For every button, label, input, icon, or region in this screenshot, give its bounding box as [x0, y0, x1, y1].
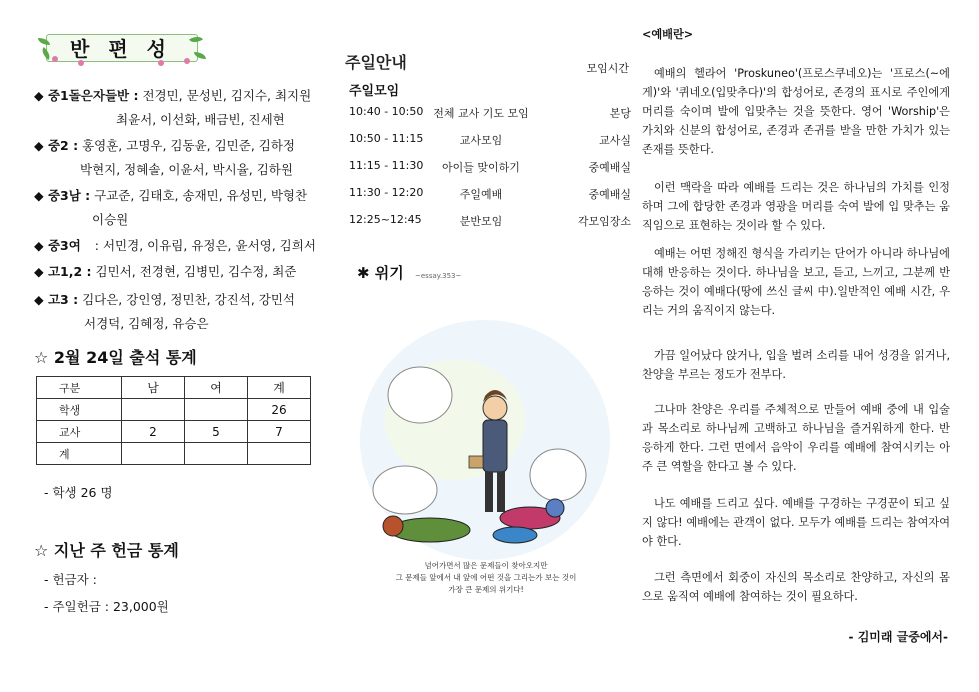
schedule-row: [349, 186, 631, 206]
schedule-event: 분반모임: [459, 215, 503, 228]
lying-figure-head: [546, 499, 564, 517]
lying-figure-head: [383, 516, 403, 536]
essay-paragraph: 이런 맥락을 따라 예배를 드리는 것은 하나님의 가치를 인정하며 그에 합당한 존경과 영광을 머리를 숙여 발에 입 맞추는 움직임으로 표현하는 것이라 할 수 있다.: [642, 181, 950, 232]
class-members: 김민서, 전경현, 김병민, 김수정, 최준: [95, 264, 297, 279]
class-members-cont: 박현지, 정혜솔, 이윤서, 박시율, 김하원: [80, 162, 293, 177]
schedule-time: 11:15 - 11:30: [349, 159, 424, 172]
table-cell: 26: [248, 399, 311, 421]
attendance-note: - 학생 26 명: [44, 485, 113, 500]
sunday-meeting-subtitle: 주일모임: [349, 84, 400, 99]
schedule-event: 전체 교사 기도 모임: [433, 107, 529, 120]
speech-bubble: [530, 449, 586, 501]
schedule-time: 11:30 - 12:20: [349, 186, 424, 199]
class-members: 구교준, 김태호, 송재민, 유성민, 박형찬: [94, 188, 308, 203]
offering-title: ☆ 지난 주 헌금 통계: [34, 541, 179, 560]
sunday-info-title: 주일안내: [345, 53, 407, 72]
table-cell: [122, 443, 185, 465]
table-row: [37, 421, 311, 443]
class-members-cont: 이승원: [92, 212, 129, 227]
schedule-event: 주일예배: [459, 188, 503, 201]
class-label: ◆ 중1돌은자들반 :: [34, 88, 139, 103]
table-row: [37, 399, 311, 421]
class-members: 전경민, 문성빈, 김지수, 최지원: [142, 88, 312, 103]
illustration-tag: ~essay.353~: [415, 272, 462, 280]
schedule-time: 12:25~12:45: [349, 213, 422, 226]
speech-bubble: [388, 367, 452, 423]
class-group: [34, 288, 295, 336]
lying-figure: [493, 527, 537, 543]
table-row: [37, 443, 311, 465]
class-assignment-banner: [38, 30, 204, 66]
class-group: [34, 134, 295, 182]
class-members: 홍영훈, 고명우, 김동윤, 김민준, 김하정: [82, 138, 295, 153]
illustration-caption: 가장 큰 문제의 위기다!: [448, 585, 524, 594]
figure-leg: [485, 472, 493, 512]
schedule-row: [349, 132, 631, 152]
class-label: ◆ 중3남 :: [34, 188, 91, 203]
class-members-cont: 서경덕, 김혜정, 유승은: [84, 316, 209, 331]
schedule-place: 교사실: [599, 134, 631, 147]
figure-book: [469, 456, 483, 468]
table-cell: 5: [185, 421, 248, 443]
schedule-place: 본당: [609, 107, 631, 120]
table-header: 구분: [37, 377, 122, 399]
attendance-table: [36, 376, 311, 465]
schedule-row: [349, 213, 631, 233]
offering-amount: - 주일헌금 : 23,000원: [44, 599, 169, 614]
illustration-title: ✱ 위기: [357, 264, 404, 282]
class-group: [34, 184, 307, 232]
figure-leg: [497, 472, 505, 512]
crisis-illustration: [345, 250, 627, 610]
essay-paragraph: 그나마 찬양은 우리를 주체적으로 만들어 예배 중에 내 입술과 목소리로 하나님께 고백하고 하나님을 즐거워하게 한다. 반응하게 한다. 그런 면에서 음악이 우리를 예배에 참여시키는 아주 큰 역할을 한다고 볼 수 있다.: [642, 403, 950, 473]
essay-paragraph: 그런 측면에서 회중이 자신의 목소리로 찬양하고, 자신의 몸으로 움직여 예배에 참여하는 것이 필요하다.: [642, 571, 950, 603]
class-members: : 서민경, 이유림, 유정은, 윤서영, 김희서: [94, 238, 316, 253]
table-header: 계: [248, 377, 311, 399]
class-label: ◆ 고1,2 :: [34, 264, 92, 279]
class-group: [34, 260, 296, 284]
table-cell: [248, 443, 311, 465]
schedule-time: 10:40 - 10:50: [349, 105, 424, 118]
class-members: 김다은, 강인영, 정민찬, 강진석, 강민석: [82, 292, 295, 307]
table-header: 여: [185, 377, 248, 399]
essay-paragraph: 가끔 일어났다 앉거나, 입을 벌려 소리를 내어 성경을 읽거나, 찬양을 부르는 정도가 전부다.: [642, 349, 950, 381]
essay-paragraph: 예배는 어떤 정해진 형식을 가리키는 단어가 아니라 하나님에 대해 반응하는 것이다. 하나님을 보고, 듣고, 느끼고, 그분께 반응하는 것이 예배다(땅에 쓰신 글씨 中).일반적인 예배 시간, 우리는 거의 움직이지 않는다.: [642, 247, 950, 317]
class-label: ◆ 고3 :: [34, 292, 79, 307]
essay-paragraph: 나도 예배를 드리고 싶다. 예배를 구경하는 구경꾼이 되고 싶지 않다! 예배에는 관객이 없다. 모두가 예배를 드리는 참여자여야 한다.: [642, 497, 950, 548]
illustration-caption: 그 문제들 앞에서 내 앞에 어떤 것을 그리는가 보는 것이: [395, 573, 577, 582]
schedule-event: 아이들 맞이하기: [442, 161, 520, 174]
offering-giver: - 헌금자 :: [44, 572, 97, 587]
table-cell: 교사: [37, 421, 122, 443]
table-cell: 7: [248, 421, 311, 443]
essay-heading: <예배란>: [642, 28, 694, 41]
schedule-place: 중예배실: [588, 161, 631, 174]
meeting-time-label: 모임시간: [586, 62, 629, 75]
table-row: [37, 377, 311, 399]
schedule-row: [349, 159, 631, 179]
table-cell: [185, 399, 248, 421]
figure-body: [483, 420, 507, 472]
schedule-place: 각모임장소: [577, 215, 631, 228]
speech-bubble: [373, 466, 437, 514]
table-cell: 학생: [37, 399, 122, 421]
figure-head: [483, 396, 507, 420]
schedule-event: 교사모임: [459, 134, 503, 147]
attendance-title: ☆ 2월 24일 출석 통계: [34, 348, 197, 367]
schedule-time: 10:50 - 11:15: [349, 132, 424, 145]
class-group: [34, 234, 316, 258]
crisis-cartoon: [345, 250, 627, 610]
table-cell: 계: [37, 443, 122, 465]
illustration-caption: 넘어가면서 많은 문제들이 찾아오지만: [424, 561, 548, 570]
table-header: 남: [122, 377, 185, 399]
class-members-cont: 최윤서, 이선화, 배금빈, 진세현: [116, 112, 285, 127]
banner-title: 반 편 성: [70, 37, 172, 61]
schedule-place: 중예배실: [588, 188, 631, 201]
table-cell: 2: [122, 421, 185, 443]
class-label: ◆ 중2 :: [34, 138, 79, 153]
table-cell: [185, 443, 248, 465]
essay-paragraph: 예배의 헬라어 'Proskuneo'(프로스쿠네오)는 '프로스(~에게)'와 '퀴네오(입맞추다)'의 합성어로, 존경의 표시로 주인에게 머리를 숙이며 발에 입맞추는 것을 뜻한다. 영어 'Worship'은 가치와 신분의 합성어로, 존경과 존귀를 받을 만한 가치가 있는 존재를 뜻한다.: [642, 67, 950, 156]
class-label: ◆ 중3여: [34, 238, 81, 253]
class-group: [34, 84, 311, 132]
essay-signature: - 김미래 글중에서-: [848, 630, 948, 644]
schedule-row: [349, 105, 631, 125]
table-cell: [122, 399, 185, 421]
